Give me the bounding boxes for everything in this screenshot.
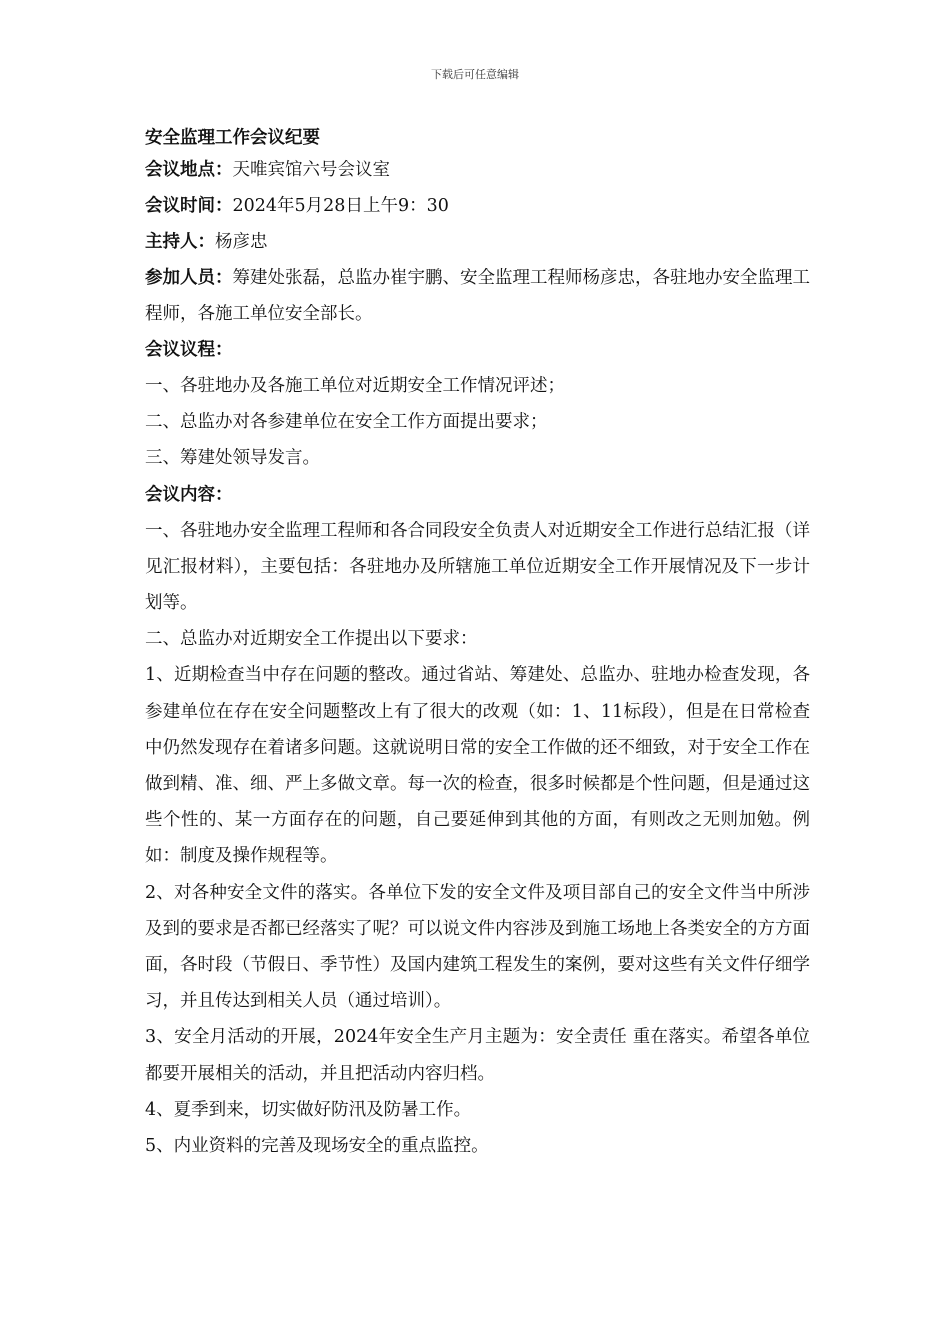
content-paragraph: 一、各驻地办安全监理工程师和各合同段安全负责人对近期安全工作进行总结汇报（详见汇报材料），主要包括：各驻地办及所辖施工单位近期安全工作开展情况及下一步计划等。 (145, 520, 810, 614)
content-paragraph: 二、总监办对近期安全工作提出以下要求： (145, 629, 478, 650)
attendees-value: 筹建处张磊，总监办崔宇鹏、安全监理工程师杨彦忠，各驻地办安全监理工程师，各施工单位安全部长。 (145, 268, 810, 324)
agenda-item: 二、总监办对各参建单位在安全工作方面提出要求； (145, 412, 548, 433)
location-value: 天唯宾馆六号会议室 (232, 160, 390, 180)
time-label: 会议时间： (145, 196, 233, 216)
host-label: 主持人： (145, 232, 215, 252)
agenda-heading: 会议议程： (145, 340, 233, 360)
agenda-item: 三、筹建处领导发言。 (145, 448, 320, 469)
content-paragraph: 4、夏季到来，切实做好防汛及防暑工作。 (145, 1099, 472, 1120)
agenda-item: 一、各驻地办及各施工单位对近期安全工作情况评述； (145, 376, 565, 396)
meeting-time (145, 188, 810, 224)
location-label: 会议地点： (145, 160, 233, 180)
meeting-attendees (145, 260, 810, 332)
header-note: 下载后可任意编辑 (431, 68, 519, 81)
host-value: 杨彦忠 (215, 232, 268, 252)
content-paragraph: 2、对各种安全文件的落实。各单位下发的安全文件及项目部自己的安全文件当中所涉及到的要求是否都已经落实了呢？可以说文件内容涉及到施工场地上各类安全的方方面面，各时段（节假日、季节性）及国内建筑工程发生的案例，要对这些有关文件仔细学习，并且传达到相关人员（通过培训）。 (145, 882, 810, 1012)
document-title: 安全监理工作会议纪要 (145, 128, 320, 148)
meeting-host (145, 224, 810, 260)
time-value: 2024年5月28日上午9：30 (232, 196, 449, 216)
meeting-location (145, 152, 810, 188)
content-paragraph: 3、安全月活动的开展，2024年安全生产月主题为：安全责任 重在落实。希望各单位都要开展相关的活动，并且把活动内容归档。 (145, 1027, 810, 1084)
attendees-label: 参加人员： (145, 268, 233, 288)
content-paragraph: 5、内业资料的完善及现场安全的重点监控。 (145, 1136, 489, 1157)
document-body (145, 124, 810, 1164)
content-heading: 会议内容： (145, 484, 233, 505)
content-paragraph: 1、近期检查当中存在问题的整改。通过省站、筹建处、总监办、驻地办检查发现，各参建单位在存在安全问题整改上有了很大的改观（如：1、11标段），但是在日常检查中仍然发现存在着诸多问题。这就说明日常的安全工作做的还不细致，对于安全工作在做到精、准、细、严上多做文章。每一次的检查，很多时候都是个性问题，但是通过这些个性的、某一方面存在的问题，自己要延伸到其他的方面，有则改之无则加勉。例如：制度及操作规程等。 (145, 665, 810, 867)
